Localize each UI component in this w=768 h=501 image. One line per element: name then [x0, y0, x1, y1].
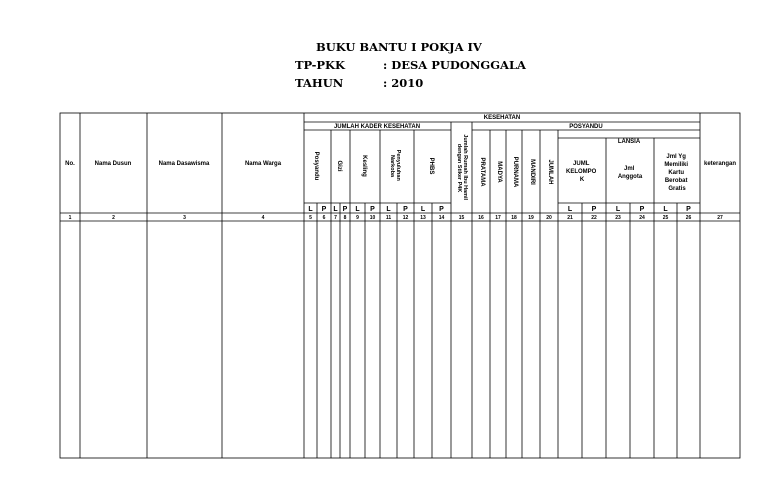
column-nama-warga: Nama Warga	[244, 161, 282, 167]
group-posyandu: POSYANDU	[569, 124, 603, 130]
posyandu-jumlah: JUMLAH	[547, 159, 553, 185]
column-number: 21	[567, 215, 573, 221]
lansia-anggota-line2: Anggota	[617, 174, 643, 180]
lp-label: L	[308, 206, 313, 213]
kader-narkoba-line: Narkoba	[389, 154, 395, 178]
column-keterangan: keterangan	[703, 161, 737, 167]
column-number: 14	[438, 215, 445, 221]
lp-label: L	[333, 206, 338, 213]
ibu-hamil-p4k	[456, 134, 468, 201]
lp-label: P	[321, 206, 327, 213]
column-number: 7	[334, 215, 337, 221]
tp-pkk-value: : DESA PUDONGGALA	[383, 58, 526, 72]
lp-label: P	[370, 206, 375, 213]
lansia-kelompok-line3: K	[579, 177, 585, 183]
kader-posyandu: Posyandu	[313, 151, 319, 181]
posyandu-purnama: PURNAMA	[512, 156, 518, 188]
column-number: 5	[309, 215, 312, 221]
lansia-kartu-line3: Kartu	[668, 170, 684, 176]
lansia-jumlah-anggota	[618, 166, 643, 180]
kader-penyuluhan-line: Penyuluhan	[395, 149, 401, 181]
posyandu-madya: MADYA	[496, 161, 502, 183]
lp-label: P	[639, 206, 645, 213]
column-number: 18	[511, 215, 517, 221]
column-number: 13	[420, 215, 426, 221]
lansia-anggota-line1: Jml	[623, 166, 635, 172]
column-number: 19	[528, 215, 534, 221]
lp-label: L	[355, 206, 360, 213]
column-number: 20	[546, 215, 552, 221]
column-number: 12	[402, 215, 409, 221]
column-number: 4	[261, 215, 265, 221]
kader-gizi: Gizi	[336, 160, 342, 172]
kader-penyuluhan-narkoba	[389, 150, 401, 183]
lansia-kartu-line1: Jml Yg	[666, 154, 686, 160]
ibu-hamil-line2: dengan Stiker P4K	[456, 143, 462, 193]
column-number: 8	[343, 215, 347, 221]
lp-label: L	[663, 206, 668, 213]
tp-pkk-label: TP-PKK	[295, 58, 345, 72]
ibu-hamil-line1: Jumlah Rumah Ibu Hamil	[462, 134, 468, 201]
group-kader-kesehatan: JUMLAH KADER KESEHATAN	[333, 124, 421, 130]
column-number: 3	[183, 215, 186, 221]
column-nama-dasawisma: Nama Dasawisma	[158, 161, 210, 167]
column-numbers	[69, 215, 723, 221]
lp-label: P	[686, 206, 691, 213]
posyandu-mandiri: MANDIRI	[529, 159, 535, 185]
lp-label: L	[386, 206, 391, 213]
column-number: 10	[369, 215, 376, 221]
column-number: 26	[685, 215, 692, 221]
column-number: 22	[591, 215, 597, 221]
column-number: 11	[385, 215, 392, 221]
column-number: 9	[356, 215, 359, 221]
kader-kesling: Kesling	[361, 155, 367, 177]
lp-label: P	[439, 206, 444, 213]
group-kesehatan: KESEHATAN	[483, 115, 521, 121]
column-number: 16	[478, 215, 484, 221]
year-value: : 2010	[383, 76, 424, 90]
column-number: 6	[322, 215, 326, 221]
group-lansia: LANSIA	[617, 139, 641, 145]
year-label: TAHUN	[295, 76, 344, 90]
column-number: 27	[717, 215, 723, 221]
lp-label: P	[403, 206, 408, 213]
column-number: 15	[458, 215, 465, 221]
column-number: 23	[615, 215, 621, 221]
lp-label: P	[342, 206, 348, 213]
posyandu-pratama: PRATAMA	[479, 157, 485, 187]
lp-label: L	[567, 206, 573, 213]
lansia-kartu-line5: Gratis	[668, 186, 686, 192]
lansia-kartu-line2: Memiliki	[664, 162, 689, 168]
lansia-kartu-line4: Berobat	[664, 178, 688, 184]
lansia-kelompok-line2: KELOMPO	[565, 169, 597, 175]
column-number: 17	[495, 215, 501, 221]
lansia-kartu-berobat	[664, 154, 689, 192]
column-nama-dusun: Nama Dusun	[94, 161, 132, 167]
lp-label: L	[615, 206, 621, 213]
lp-labels	[308, 206, 691, 213]
kader-phbs: PHBS	[428, 157, 434, 175]
lp-label: P	[591, 206, 597, 213]
column-number: 25	[662, 215, 669, 221]
column-number: 24	[639, 215, 645, 221]
column-number: 2	[112, 215, 115, 221]
column-no: No.	[65, 161, 75, 167]
document-title: BUKU BANTU I POKJA IV	[316, 40, 482, 54]
lp-label: L	[420, 206, 426, 213]
lansia-jumlah-kelompok	[566, 161, 598, 183]
column-number: 1	[68, 215, 72, 221]
lansia-kelompok-line1: JUML	[573, 161, 590, 167]
